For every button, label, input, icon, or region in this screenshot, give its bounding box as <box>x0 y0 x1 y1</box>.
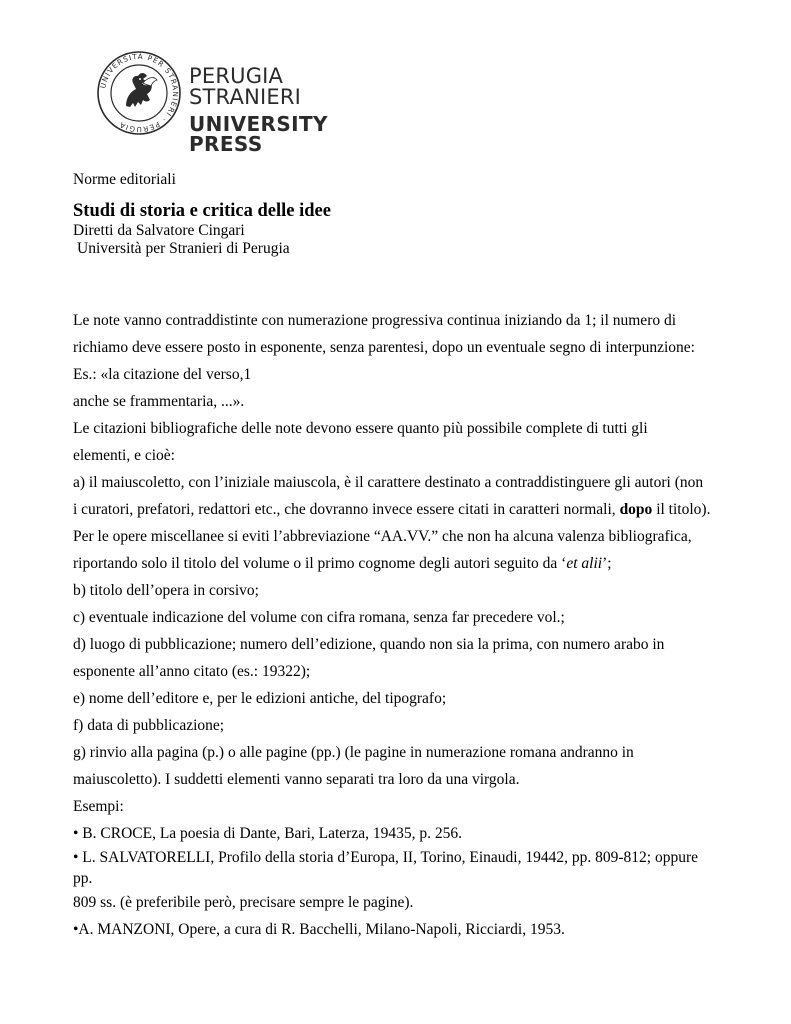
body-text-segment: ’; <box>602 555 612 572</box>
body-line: f) data di pubblicazione; <box>73 717 225 734</box>
body-line: esponente all’anno citato (es.: 19322); <box>73 663 311 680</box>
example-item: • L. SALVATORELLI, Profilo della storia d’Europa, II, Torino, Einaudi, 19442, pp. 809-812; oppure <box>73 849 698 866</box>
bold-emphasis: dopo <box>619 501 653 518</box>
body-line: d) luogo di pubblicazione; numero dell’edizione, quando non sia la prima, con numero arabo in <box>73 636 665 653</box>
document-header <box>73 170 723 258</box>
body-line: a) il maiuscoletto, con l’iniziale maiuscola, è il carattere destinato a contraddistinguere gli autori (non <box>73 474 704 491</box>
university-seal-icon <box>96 50 182 136</box>
document-body <box>73 307 723 943</box>
body-line: pp. <box>73 870 93 887</box>
series-editor: Diretti da Salvatore Cingari <box>73 222 245 239</box>
body-line: richiamo deve essere posto in esponente, senza parentesi, dopo un eventuale segno di interpunzione: <box>73 339 695 356</box>
logo-text-line2: UNIVERSITY PRESS <box>189 112 328 156</box>
body-text-segment: i curatori, prefatori, redattori etc., che dovranno invece essere citati in caratteri normali, <box>73 501 620 518</box>
body-line: b) titolo dell’opera in corsivo; <box>73 582 259 599</box>
body-line: Le citazioni bibliografiche delle note devono essere quanto più possibile complete di tutti gli <box>73 420 648 437</box>
body-line: Es.: «la citazione del verso,1 <box>73 366 252 383</box>
body-line: 809 ss. (è preferibile però, precisare sempre le pagine). <box>73 894 414 911</box>
body-line: elementi, e cioè: <box>73 447 175 464</box>
example-item: •A. MANZONI, Opere, a cura di R. Bacchelli, Milano-Napoli, Ricciardi, 1953. <box>73 921 565 938</box>
body-line: e) nome dell’editore e, per le edizioni antiche, del tipografo; <box>73 690 447 707</box>
logo-text-line1: PERUGIA STRANIERI <box>189 64 302 109</box>
body-line: Esempi: <box>73 798 124 815</box>
italic-emphasis: et alii <box>566 555 603 572</box>
body-line <box>73 550 723 577</box>
example-item: • B. CROCE, La poesia di Dante, Bari, Laterza, 19435, p. 256. <box>73 825 462 842</box>
series-institution: Università per Stranieri di Perugia <box>77 240 290 257</box>
body-line: Le note vanno contraddistinte con numerazione progressiva continua iniziando da 1; il numero di <box>73 312 677 329</box>
body-line: anche se frammentaria, ...». <box>73 393 245 410</box>
body-line: c) eventuale indicazione del volume con cifra romana, senza far precedere vol.; <box>73 609 565 626</box>
document-label: Norme editoriali <box>73 171 176 188</box>
body-line: maiuscoletto). I suddetti elementi vanno separati tra loro da una virgola. <box>73 771 520 788</box>
griffin-emblem <box>126 73 157 107</box>
svg-text:UNIVERSITÀ PER STRANIERI · PER: UNIVERSITÀ PER STRANIERI · PERUGIA <box>98 51 181 135</box>
series-title: Studi di storia e critica delle idee <box>73 201 331 221</box>
body-line: g) rinvio alla pagina (p.) o alle pagine (pp.) (le pagine in numerazione romana andranno in <box>73 744 634 761</box>
publisher-logo <box>96 50 386 156</box>
body-text-segment: riportando solo il titolo del volume o il primo cognome degli autori seguito da ‘ <box>73 555 567 572</box>
body-line: Per le opere miscellanee si eviti l’abbreviazione “AA.VV.” che non ha alcuna valenza bibliografica, <box>73 528 692 545</box>
body-line <box>73 496 723 523</box>
body-text-segment: il titolo). <box>652 501 711 518</box>
